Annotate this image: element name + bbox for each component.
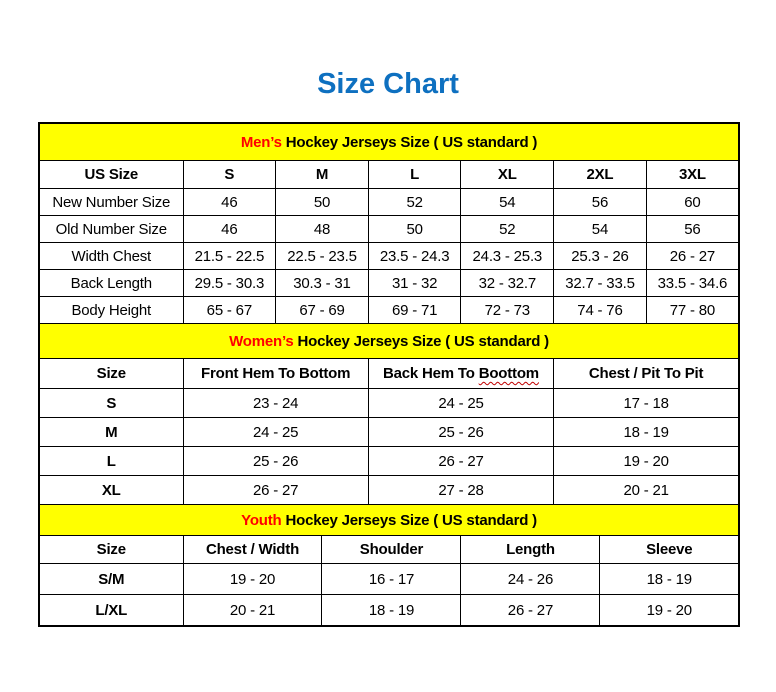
youth-row-label: L/XL xyxy=(39,595,183,627)
womens-header-label: Size xyxy=(39,359,183,389)
mens-column-header: M xyxy=(276,161,369,189)
mens-value-cell: 30.3 - 31 xyxy=(276,270,369,297)
youth-value-cell: 16 - 17 xyxy=(322,564,461,595)
mens-value-cell: 46 xyxy=(183,189,276,216)
womens-value-cell: 17 - 18 xyxy=(554,389,739,418)
womens-row-label: L xyxy=(39,447,183,476)
mens-header-label: US Size xyxy=(39,161,183,189)
mens-value-cell: 25.3 - 26 xyxy=(554,243,647,270)
youth-value-cell: 18 - 19 xyxy=(600,564,739,595)
youth-value-cell: 19 - 20 xyxy=(183,564,322,595)
mens-value-cell: 23.5 - 24.3 xyxy=(368,243,461,270)
youth-column-header: Length xyxy=(461,536,600,564)
mens-value-cell: 54 xyxy=(554,216,647,243)
size-chart-body xyxy=(39,123,739,626)
womens-row-label: S xyxy=(39,389,183,418)
mens-row-label: Body Height xyxy=(39,297,183,324)
mens-value-cell: 60 xyxy=(646,189,739,216)
mens-value-cell: 65 - 67 xyxy=(183,297,276,324)
mens-value-cell: 52 xyxy=(368,189,461,216)
womens-row-label: XL xyxy=(39,476,183,505)
youth-value-cell: 26 - 27 xyxy=(461,595,600,627)
mens-value-cell: 46 xyxy=(183,216,276,243)
youth-value-cell: 24 - 26 xyxy=(461,564,600,595)
mens-row-label: Old Number Size xyxy=(39,216,183,243)
womens-value-cell: 20 - 21 xyxy=(554,476,739,505)
youth-band-text: Hockey Jerseys Size ( US standard ) xyxy=(285,511,537,529)
youth-row-label: S/M xyxy=(39,564,183,595)
mens-value-cell: 54 xyxy=(461,189,554,216)
womens-value-cell: 24 - 25 xyxy=(183,418,368,447)
youth-band-highlight: Youth xyxy=(241,511,282,529)
mens-value-cell: 29.5 - 30.3 xyxy=(183,270,276,297)
womens-value-cell: 24 - 25 xyxy=(368,389,553,418)
mens-value-cell: 50 xyxy=(368,216,461,243)
womens-value-cell: 26 - 27 xyxy=(368,447,553,476)
womens-band-highlight: Women’s xyxy=(229,332,294,350)
womens-column-header-misspelled-word: Boottom xyxy=(478,365,539,382)
womens-value-cell: 27 - 28 xyxy=(368,476,553,505)
mens-value-cell: 56 xyxy=(554,189,647,216)
womens-value-cell: 19 - 20 xyxy=(554,447,739,476)
mens-column-header: 3XL xyxy=(646,161,739,189)
mens-value-cell: 72 - 73 xyxy=(461,297,554,324)
mens-value-cell: 32 - 32.7 xyxy=(461,270,554,297)
mens-row-label: Back Length xyxy=(39,270,183,297)
womens-column-header: Chest / Pit To Pit xyxy=(554,359,739,389)
youth-value-cell: 19 - 20 xyxy=(600,595,739,627)
mens-value-cell: 77 - 80 xyxy=(646,297,739,324)
womens-value-cell: 18 - 19 xyxy=(554,418,739,447)
mens-band-text: Hockey Jerseys Size ( US standard ) xyxy=(285,133,538,151)
mens-column-header: 2XL xyxy=(554,161,647,189)
womens-column-header-text: Back Hem To xyxy=(383,365,479,382)
womens-value-cell: 25 - 26 xyxy=(183,447,368,476)
size-chart-container xyxy=(38,122,738,627)
youth-column-header: Chest / Width xyxy=(183,536,322,564)
mens-section-band xyxy=(39,123,739,161)
mens-value-cell: 74 - 76 xyxy=(554,297,647,324)
youth-column-header: Sleeve xyxy=(600,536,739,564)
youth-value-cell: 20 - 21 xyxy=(183,595,322,627)
womens-band-text: Hockey Jerseys Size ( US standard ) xyxy=(297,332,549,350)
mens-value-cell: 22.5 - 23.5 xyxy=(276,243,369,270)
mens-row-label: Width Chest xyxy=(39,243,183,270)
womens-value-cell: 26 - 27 xyxy=(183,476,368,505)
mens-column-header: L xyxy=(368,161,461,189)
mens-band-highlight: Men’s xyxy=(240,133,282,151)
womens-value-cell: 23 - 24 xyxy=(183,389,368,418)
page-title: Size Chart xyxy=(317,68,459,100)
youth-column-header: Shoulder xyxy=(322,536,461,564)
womens-row-label: M xyxy=(39,418,183,447)
mens-value-cell: 21.5 - 22.5 xyxy=(183,243,276,270)
mens-value-cell: 33.5 - 34.6 xyxy=(646,270,739,297)
mens-value-cell: 52 xyxy=(461,216,554,243)
womens-section-band xyxy=(39,324,739,359)
mens-value-cell: 32.7 - 33.5 xyxy=(554,270,647,297)
youth-value-cell: 18 - 19 xyxy=(322,595,461,627)
mens-value-cell: 31 - 32 xyxy=(368,270,461,297)
mens-value-cell: 69 - 71 xyxy=(368,297,461,324)
mens-value-cell: 56 xyxy=(646,216,739,243)
size-chart-table xyxy=(38,122,740,627)
womens-value-cell: 25 - 26 xyxy=(368,418,553,447)
youth-header-label: Size xyxy=(39,536,183,564)
mens-value-cell: 50 xyxy=(276,189,369,216)
youth-section-band xyxy=(39,505,739,536)
mens-value-cell: 26 - 27 xyxy=(646,243,739,270)
mens-value-cell: 48 xyxy=(276,216,369,243)
mens-value-cell: 24.3 - 25.3 xyxy=(461,243,554,270)
mens-value-cell: 67 - 69 xyxy=(276,297,369,324)
mens-column-header: XL xyxy=(461,161,554,189)
mens-row-label: New Number Size xyxy=(39,189,183,216)
womens-column-header: Front Hem To Bottom xyxy=(183,359,368,389)
womens-column-header xyxy=(368,359,553,389)
mens-column-header: S xyxy=(183,161,276,189)
